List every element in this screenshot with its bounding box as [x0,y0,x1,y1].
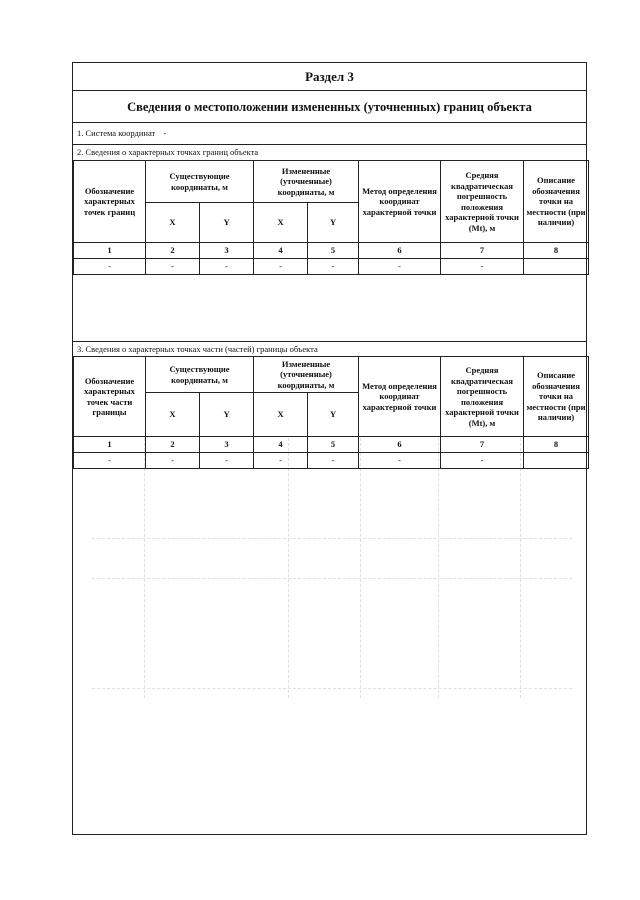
header-designation: Обозначение характерных точек части границы [74,357,146,437]
column-number: 8 [524,437,589,453]
header-description: Описание обозначения точки на местности (при наличии) [524,357,589,437]
table-cell: - [146,453,200,469]
table-cell: - [308,259,359,275]
column-number: 5 [308,437,359,453]
header-method: Метод определения координат характерной точки [359,357,441,437]
bleed-through-ghost [72,418,587,718]
header-description: Описание обозначения точки на местности (при наличии) [524,161,589,243]
table-cell: - [74,453,146,469]
header-existing: Существующие координаты, м [146,357,254,393]
header-changed: Измененные (уточненные) координаты, м [254,357,359,393]
header-method: Метод определения координат характерной точки [359,161,441,243]
header-x: X [254,203,308,243]
column-number: 3 [200,243,254,259]
column-number: 4 [254,243,308,259]
header-y: Y [308,393,359,437]
column-number: 2 [146,243,200,259]
header-accuracy: Средняя квадратическая погрешность положения характерной точки (Mt), м [441,357,524,437]
table-cell: - [200,453,254,469]
column-number: 3 [200,437,254,453]
header-accuracy: Средняя квадратическая погрешность положения характерной точки (Mt), м [441,161,524,243]
table-cell: - [254,453,308,469]
column-number: 8 [524,243,589,259]
header-existing: Существующие координаты, м [146,161,254,203]
table-cell: - [200,259,254,275]
column-number: 5 [308,243,359,259]
parts-section-label: 3. Сведения о характерных точках части (частей) границы объекта [73,341,586,357]
points-table [73,160,589,275]
column-number: 1 [74,243,146,259]
table-cell: - [308,453,359,469]
section-title: Раздел 3 [73,63,586,91]
column-number: 6 [359,243,441,259]
table-cell: - [146,259,200,275]
coord-system-row [73,123,586,145]
table-cell: - [359,259,441,275]
header-x: X [254,393,308,437]
column-number: 2 [146,437,200,453]
table-cell: - [254,259,308,275]
table-cell: - [359,453,441,469]
header-y: Y [200,203,254,243]
points-section-label: 2. Сведения о характерных точках границ объекта [73,145,586,161]
table-cell: - [441,453,524,469]
table-cell: - [441,259,524,275]
table-cell: - [74,259,146,275]
column-number: 4 [254,437,308,453]
header-x: X [146,393,200,437]
header-y: Y [200,393,254,437]
column-number: 7 [441,437,524,453]
header-x: X [146,203,200,243]
column-number: 6 [359,437,441,453]
section-subtitle: Сведения о местоположении измененных (уточненных) границ объекта [73,91,586,123]
coord-system-label: 1. Система координат [77,128,156,138]
header-changed: Измененные (уточненные) координаты, м [254,161,359,203]
table-cell [524,259,589,275]
coord-system-value: - [163,128,167,138]
header-designation: Обозначение характерных точек границ [74,161,146,243]
column-number: 7 [441,243,524,259]
header-y: Y [308,203,359,243]
column-number: 1 [74,437,146,453]
